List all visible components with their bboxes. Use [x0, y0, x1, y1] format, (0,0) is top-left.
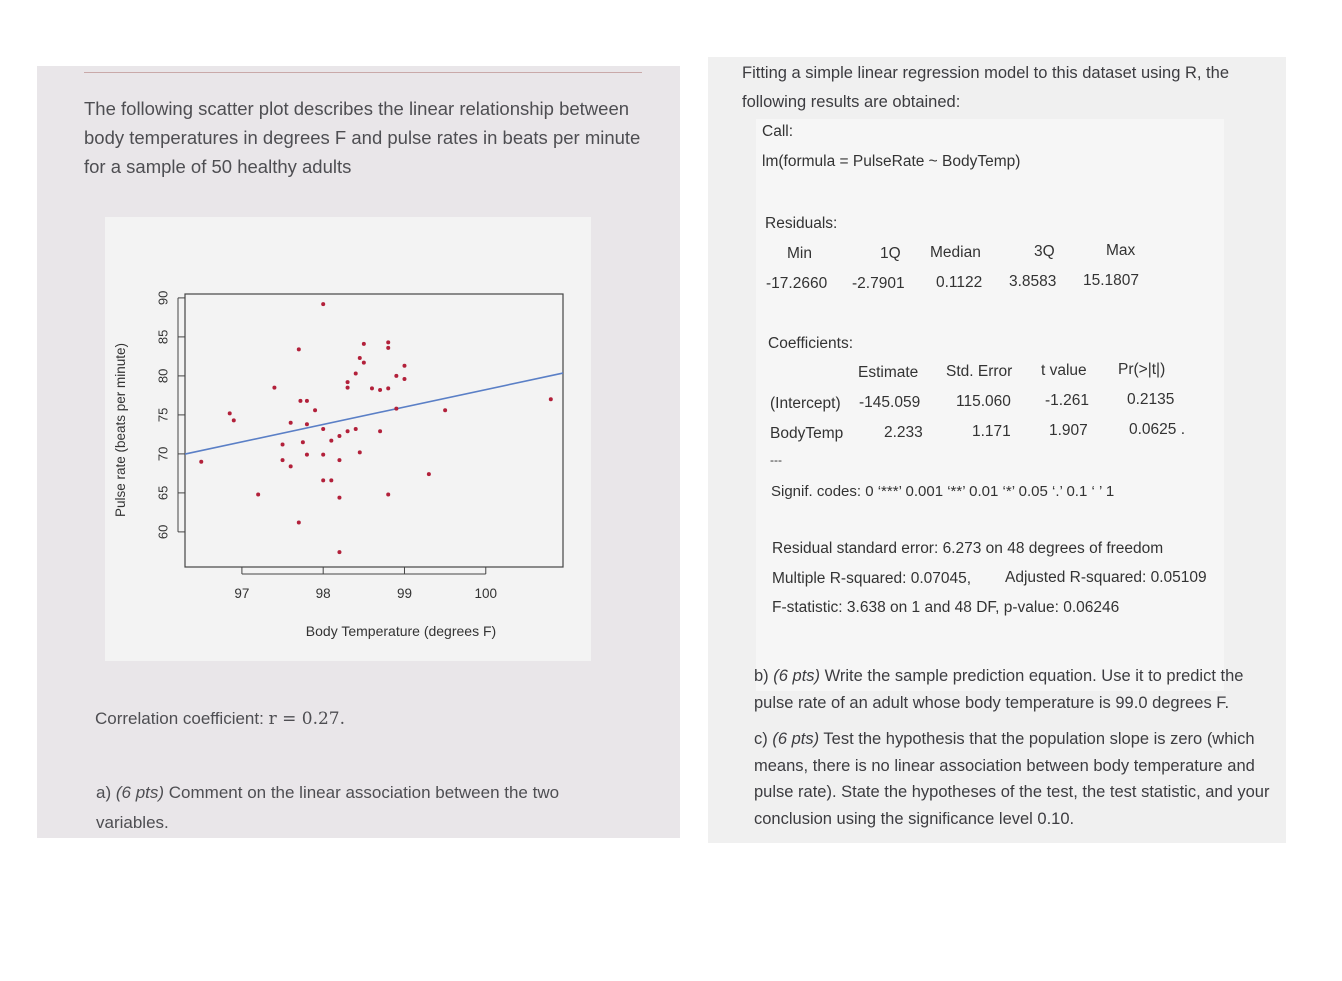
question-a-text: Comment on the linear association between the two variables. — [96, 783, 560, 832]
coef-header-std-error: Std. Error — [946, 363, 1013, 380]
data-point — [289, 464, 293, 468]
data-point — [228, 411, 232, 415]
scatter-plot-panel — [105, 217, 591, 661]
left-page — [37, 66, 680, 838]
data-point — [346, 380, 350, 384]
y-tick-label: 90 — [155, 290, 171, 306]
data-point — [358, 356, 362, 360]
data-point — [337, 458, 341, 462]
data-point — [354, 372, 358, 376]
multiple-r-squared: Multiple R-squared: 0.07045, — [772, 570, 972, 587]
data-point — [272, 386, 276, 390]
question-b-text: Write the sample prediction equation. Use it to predict the pulse rate of an adult whose body temperature is 99.0 degrees F. — [754, 667, 1244, 712]
residual-header-min: Min — [787, 245, 812, 262]
data-point — [321, 453, 325, 457]
data-point — [443, 408, 447, 412]
data-point — [427, 472, 431, 476]
question-b — [754, 663, 1274, 716]
coef-header-estimate: Estimate — [858, 364, 919, 381]
question-c-text: Test the hypothesis that the population slope is zero (which means, there is no linear association between body temperature and pulse rate). State the hypotheses of the test, the test statistic, and your conclusion using the significance level 0.10. — [754, 730, 1270, 828]
data-point — [298, 399, 302, 403]
question-b-prefix: b) — [754, 667, 769, 685]
coef-row-estimate: 2.233 — [884, 424, 923, 441]
data-point — [199, 460, 203, 464]
residual-header-3q: 3Q — [1034, 243, 1055, 260]
correlation-coefficient — [95, 709, 345, 729]
data-point — [305, 399, 309, 403]
y-axis-label: Pulse rate (beats per minute) — [113, 342, 128, 518]
coef-row-p-value: 0.0625 . — [1129, 421, 1186, 438]
data-point — [378, 388, 382, 392]
regression-line — [185, 373, 563, 454]
signif-codes: Signif. codes: 0 ‘***’ 0.001 ‘**’ 0.01 ‘*’ 0.05 ‘.’ 0.1 ‘ ’ 1 — [771, 483, 1115, 500]
x-axis — [234, 567, 497, 601]
x-tick-label: 98 — [315, 586, 331, 601]
residual-standard-error: Residual standard error: 6.273 on 48 degrees of freedom — [772, 540, 1164, 557]
y-tick-label: 60 — [155, 524, 171, 540]
question-c-prefix: c) — [754, 730, 768, 748]
data-point — [281, 458, 285, 462]
data-point — [232, 418, 236, 422]
plot-frame — [185, 294, 563, 567]
residual-header-median: Median — [930, 244, 981, 261]
separator: --- — [770, 453, 782, 467]
data-point — [386, 492, 390, 496]
scatter-plot — [105, 217, 591, 661]
correlation-label: Correlation coefficient: — [95, 709, 264, 728]
residual-3q: 3.8583 — [1009, 273, 1057, 290]
question-a — [96, 778, 616, 838]
coef-row-estimate: -145.059 — [859, 394, 921, 411]
data-point — [305, 453, 309, 457]
x-tick-label: 97 — [234, 586, 250, 601]
data-point — [321, 427, 325, 431]
coefficients-label: Coefficients: — [768, 335, 854, 352]
data-point — [301, 440, 305, 444]
data-point — [402, 364, 406, 368]
question-a-prefix: a) — [96, 783, 112, 802]
data-point — [386, 346, 390, 350]
right-page — [708, 57, 1286, 843]
data-point — [386, 386, 390, 390]
data-point — [297, 347, 301, 351]
data-point — [256, 492, 260, 496]
residual-header-1q: 1Q — [880, 245, 901, 262]
residual-1q: -2.7901 — [852, 275, 905, 292]
data-point — [337, 434, 341, 438]
y-axis — [155, 291, 185, 539]
coef-header-p-value: Pr(>|t|) — [1118, 361, 1166, 378]
data-point — [386, 340, 390, 344]
top-divider — [84, 72, 642, 73]
data-point — [370, 386, 374, 390]
data-point — [394, 407, 398, 411]
r-output-box — [756, 119, 1224, 691]
residual-median: 0.1122 — [936, 274, 983, 291]
data-point — [281, 443, 285, 447]
data-point — [362, 361, 366, 365]
coef-row-name: (Intercept) — [770, 395, 841, 412]
residuals-label: Residuals: — [765, 215, 838, 232]
correlation-value: r = 0.27. — [268, 709, 346, 729]
coef-row-t-value: 1.907 — [1049, 422, 1088, 439]
data-point — [329, 439, 333, 443]
data-point — [297, 521, 301, 525]
coef-row-name: BodyTemp — [770, 425, 844, 442]
coef-header-t-value: t value — [1041, 362, 1087, 379]
coef-row-t-value: -1.261 — [1045, 392, 1089, 409]
model-formula: lm(formula = PulseRate ~ BodyTemp) — [762, 153, 1021, 170]
coef-row-std-error: 115.060 — [956, 393, 1011, 410]
data-point — [354, 427, 358, 431]
call-label: Call: — [762, 123, 794, 140]
data-point — [362, 342, 366, 346]
data-point — [329, 478, 333, 482]
data-point — [394, 374, 398, 378]
data-point — [313, 408, 317, 412]
y-tick-label: 70 — [155, 446, 171, 462]
residual-min: -17.2660 — [766, 275, 828, 292]
residual-max: 15.1807 — [1083, 272, 1140, 289]
data-point — [289, 421, 293, 425]
question-c — [754, 726, 1274, 832]
question-c-points: (6 pts) — [772, 730, 820, 748]
data-point — [305, 422, 309, 426]
data-point — [337, 496, 341, 500]
questions-b-c — [754, 663, 1274, 842]
regression-intro: Fitting a simple linear regression model to this dataset using R, the following results are obtained: — [742, 64, 1229, 111]
data-point — [549, 397, 553, 401]
x-tick-label: 99 — [396, 586, 412, 601]
f-statistic: F-statistic: 3.638 on 1 and 48 DF, p-value: 0.06246 — [772, 599, 1120, 616]
x-axis-label: Body Temperature (degrees F) — [305, 623, 497, 639]
data-point — [321, 302, 325, 306]
data-point — [378, 429, 382, 433]
y-tick-label: 85 — [155, 329, 171, 345]
data-point — [346, 429, 350, 433]
data-point — [321, 478, 325, 482]
data-point — [402, 377, 406, 381]
y-tick-label: 80 — [155, 368, 171, 384]
coef-row-std-error: 1.171 — [972, 423, 1011, 440]
data-points — [199, 302, 553, 554]
data-point — [358, 450, 362, 454]
question-a-points: (6 pts) — [115, 783, 165, 802]
data-point — [346, 386, 350, 390]
x-tick-label: 100 — [474, 586, 498, 601]
y-tick-label: 65 — [155, 485, 171, 501]
residual-header-max: Max — [1106, 242, 1136, 259]
y-tick-label: 75 — [155, 407, 171, 423]
question-b-points: (6 pts) — [773, 667, 821, 685]
adjusted-r-squared: Adjusted R-squared: 0.05109 — [1005, 569, 1207, 586]
problem-intro: The following scatter plot describes the linear relationship between body temperatures in degrees F and pulse rates in beats per minute for a sample of 50 healthy adults — [84, 98, 641, 177]
data-point — [337, 550, 341, 554]
coef-row-p-value: 0.2135 — [1127, 391, 1175, 408]
